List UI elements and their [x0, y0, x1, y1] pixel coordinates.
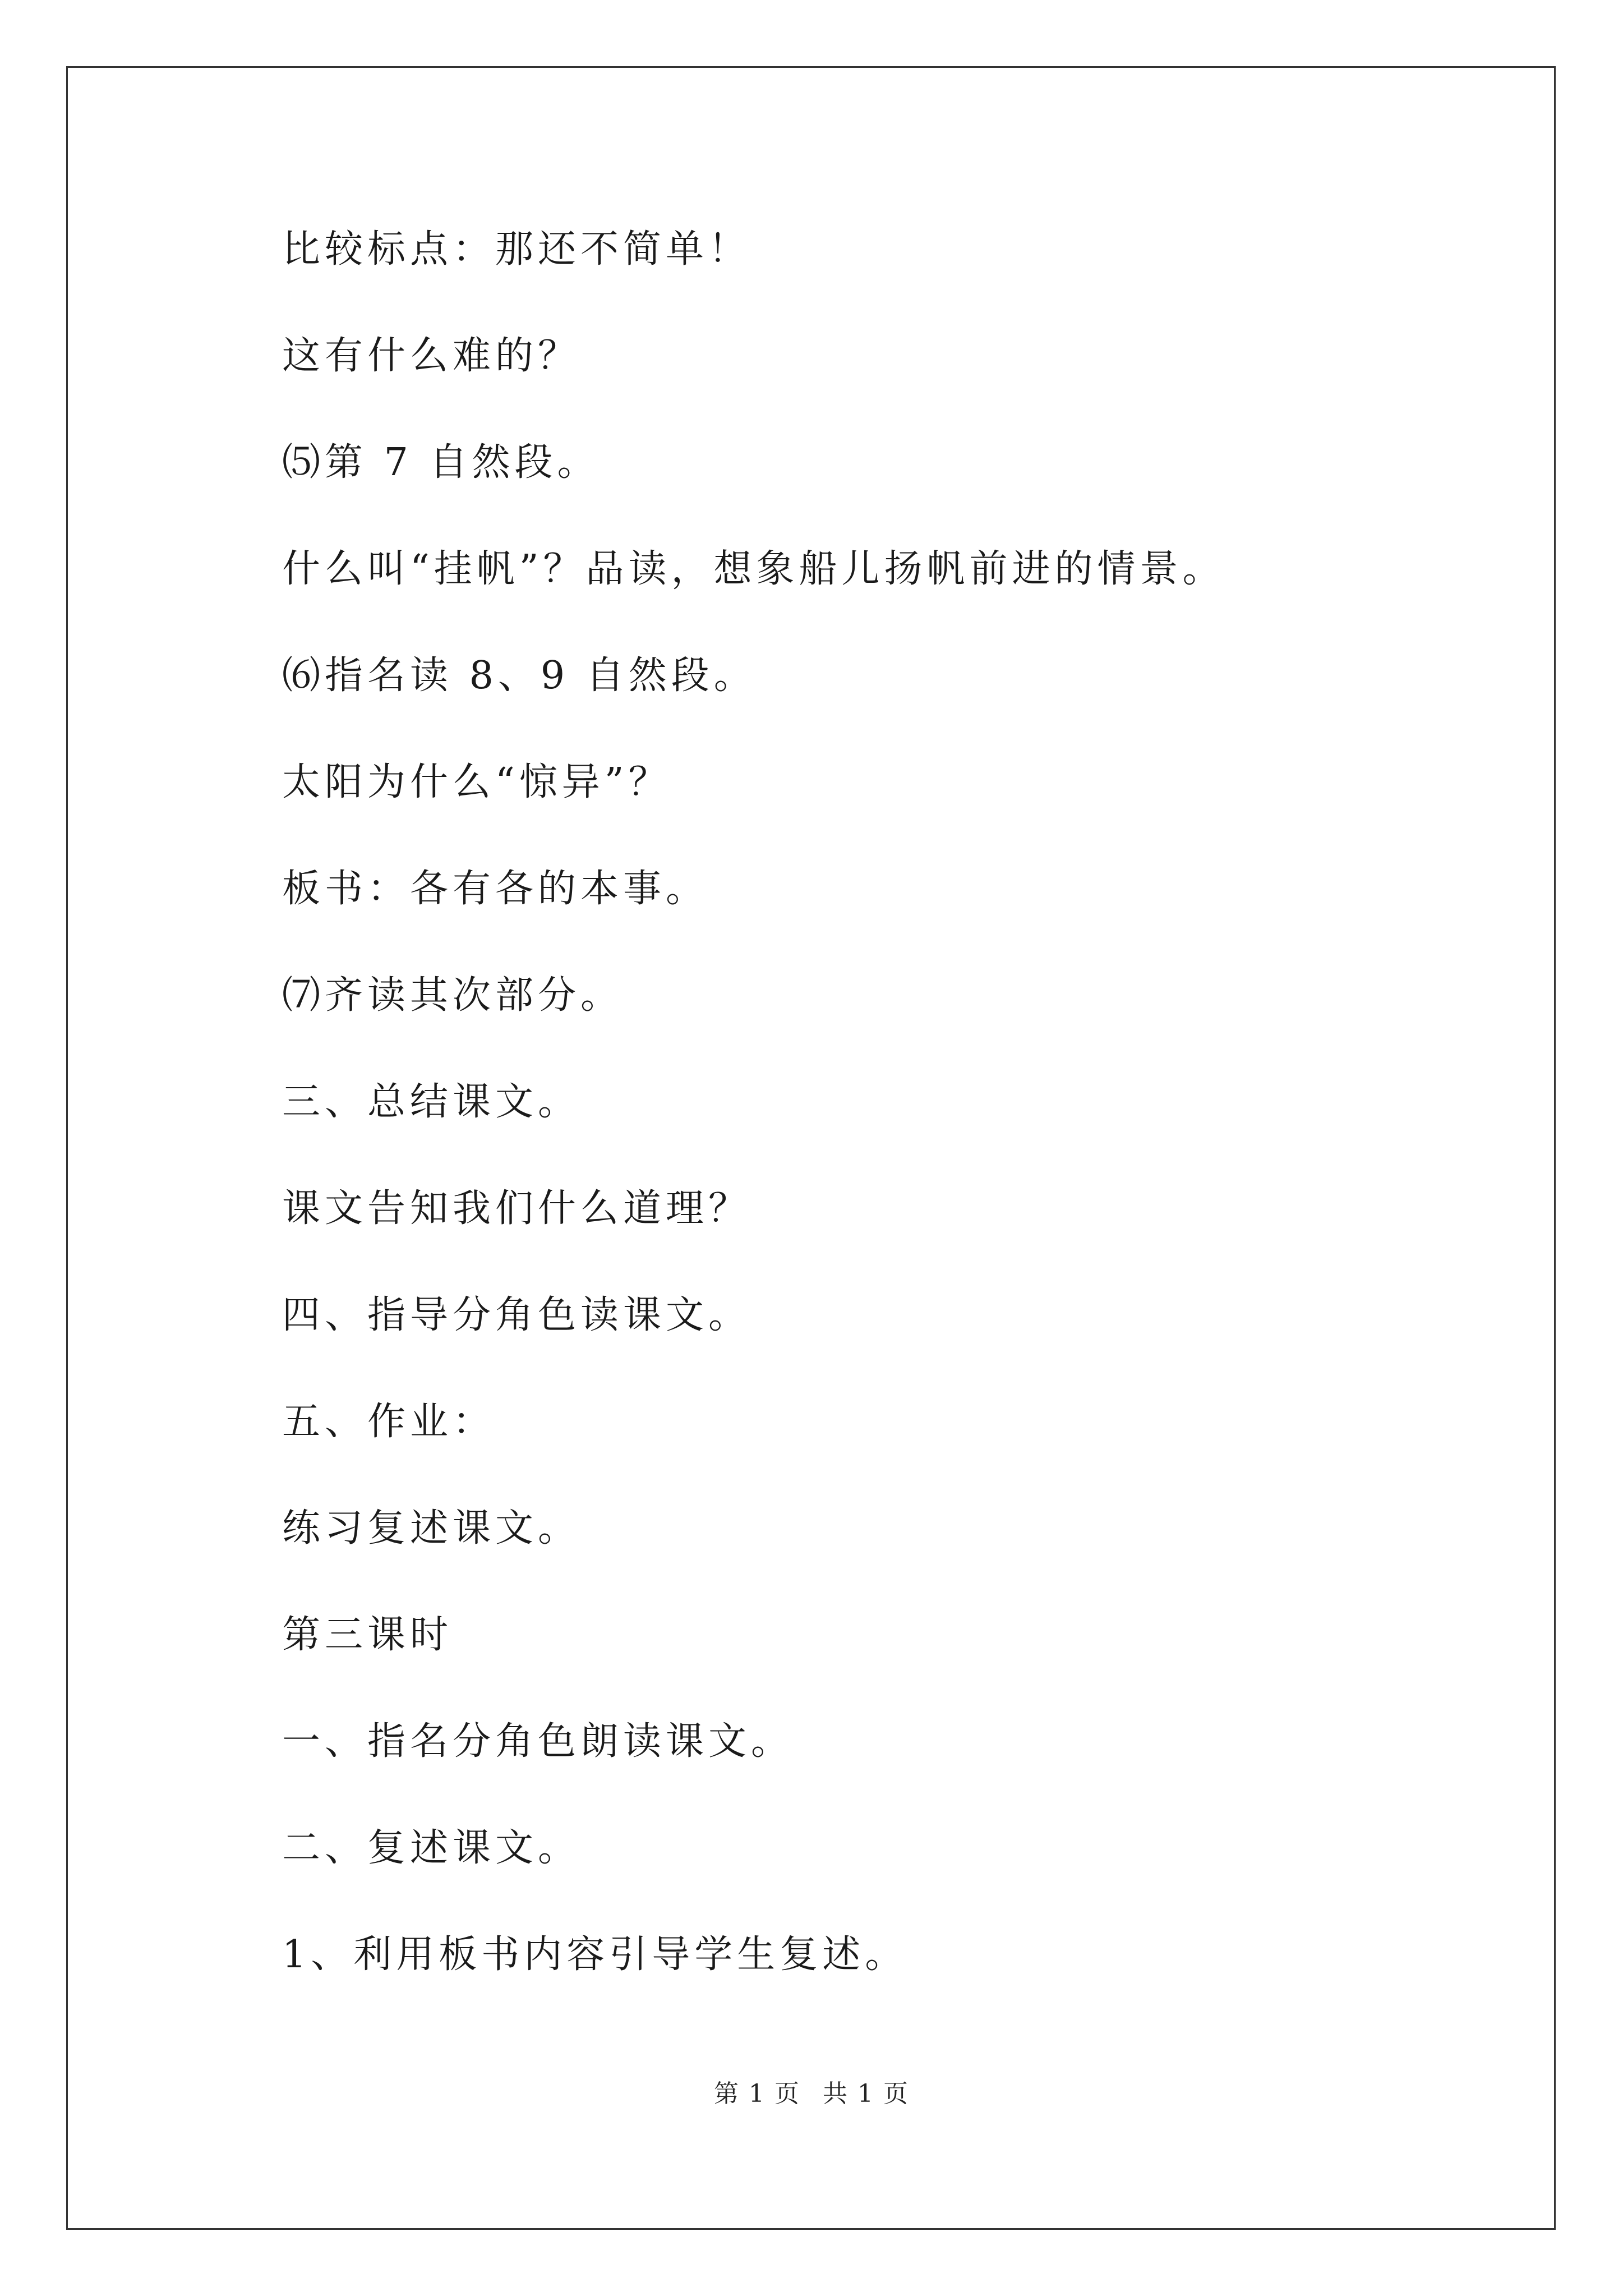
text-line: 板书：各有各的本事。 [282, 867, 709, 911]
text-line: 一、指名分角色朗读课文。 [282, 1719, 794, 1764]
text-line: 课文告知我们什么道理？ [282, 1186, 751, 1231]
text-line: ⑹指名读 8、9 自然段。 [282, 654, 757, 698]
text-line: 二、复述课文。 [282, 1826, 581, 1870]
text-line: ⑺齐读其次部分。 [282, 973, 624, 1018]
text-line: 三、总结课文。 [282, 1080, 581, 1124]
text-line: ⑸第 7 自然段。 [282, 440, 600, 485]
text-line: 什么叫“挂帆”？品读，想象船儿扬帆前进的情景。 [282, 547, 1225, 591]
text-line: 1、利用板书内容引导学生复述。 [282, 1932, 908, 1977]
page-number: 第 1 页 [714, 2079, 800, 2108]
page-footer [0, 2077, 1623, 2111]
text-line: 太阳为什么“惊异”？ [282, 760, 671, 804]
text-line: 比较标点：那还不简单！ [282, 227, 751, 272]
text-line: 这有什么难的？ [282, 334, 581, 378]
text-line: 四、指导分角色读课文。 [282, 1293, 751, 1337]
page-border [66, 66, 1556, 2230]
text-line: 五、作业： [282, 1400, 496, 1444]
page-total: 共 1 页 [823, 2079, 909, 2108]
text-line: 第三课时 [282, 1613, 453, 1657]
text-line: 练习复述课文。 [282, 1506, 581, 1550]
